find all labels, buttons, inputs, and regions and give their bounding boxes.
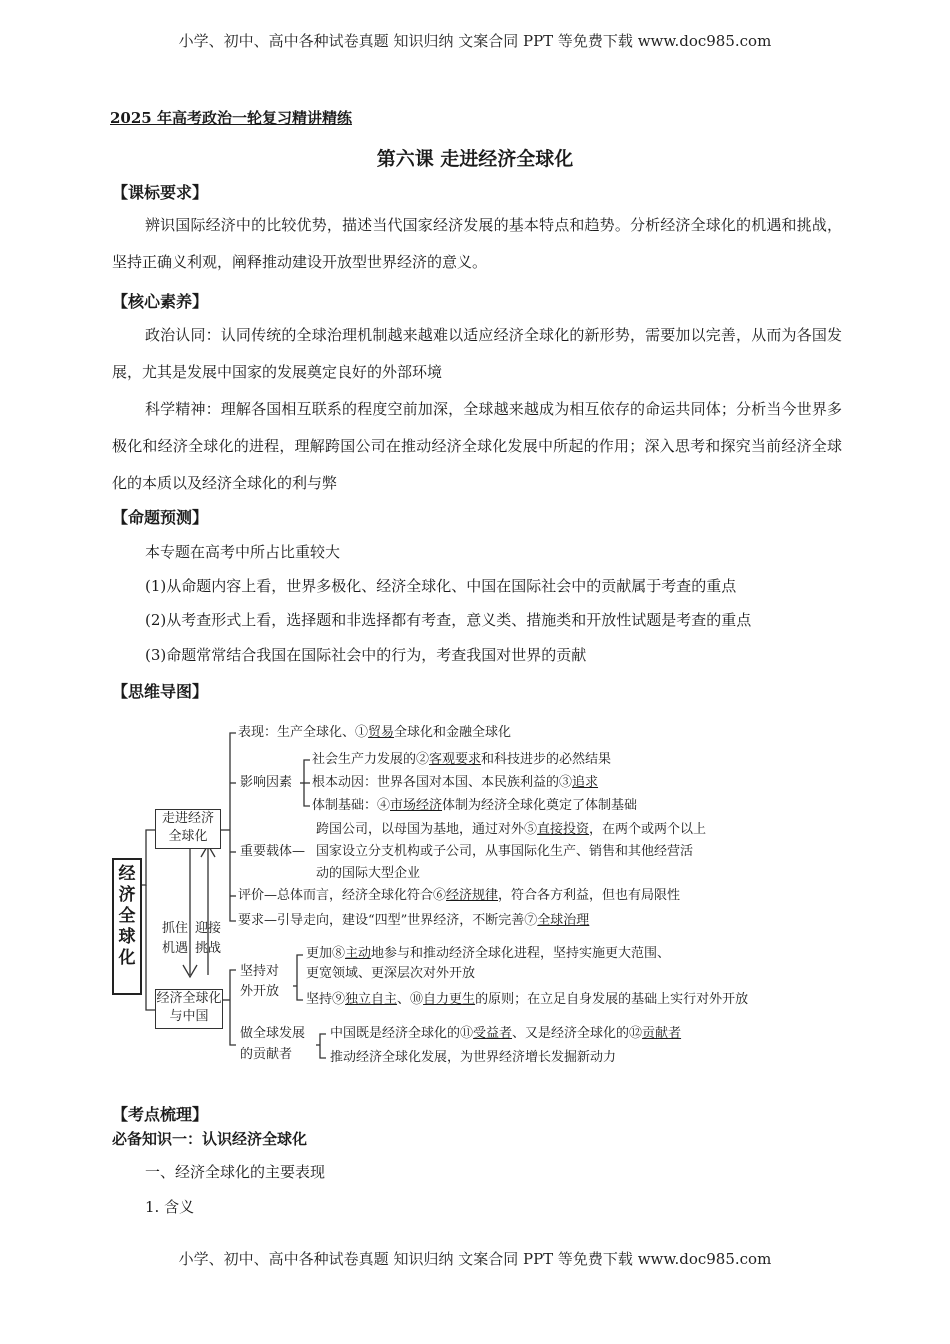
series-title: 2025 年高考政治一轮复习精讲精练 bbox=[110, 109, 352, 127]
prediction-heading: 【命题预测】 bbox=[112, 508, 209, 527]
points-subheading: 必备知识一：认识经济全球化 bbox=[112, 1130, 308, 1148]
prediction-line: (1)从命题内容上看，世界多极化、经济全球化、中国在国际社会中的贡献属于考查的重点 bbox=[145, 577, 737, 595]
page-footer: 小学、初中、高中各种试卷真题 知识归纳 文案合同 PPT 等免费下载 www.doc985.com bbox=[178, 1250, 772, 1268]
carrier-line: 动的国际大型企业 bbox=[316, 866, 421, 881]
branch-globalization-node: 走进经济全球化 bbox=[155, 809, 221, 849]
prediction-line: (2)从考查形式上看，选择题和非选择都有考查，意义类、措施类和开放性试题是考查的重点 bbox=[145, 611, 752, 629]
literacy-para-1: 政治认同：认同传统的全球治理机制越来越难以适应经济全球化的新形势，需要加以完善，从而为各国发展，尤其是发展中国家的发展奠定良好的外部环境 bbox=[112, 326, 842, 381]
open-item: 更加⑧主动地参与和推动经济全球化进程，坚持实施更大范围、 bbox=[306, 946, 671, 961]
prediction-line: 本专题在高考中所占比重较大 bbox=[145, 543, 341, 561]
points-heading: 【考点梳理】 bbox=[112, 1105, 209, 1124]
performance-node: 表现：生产全球化、①贸易全球化和金融全球化 bbox=[238, 725, 512, 740]
mindmap-heading: 【思维导图】 bbox=[112, 682, 209, 701]
points-item: 1. 含义 bbox=[145, 1198, 195, 1216]
opportunity-label: 抓住机遇 bbox=[162, 921, 189, 956]
points-item: 一、经济全球化的主要表现 bbox=[145, 1163, 326, 1181]
standards-text: 辨识国际经济中的比较优势，描述当代国家经济发展的基本特点和趋势。分析经济全球化的机遇和挑战，坚持正确义利观，阐释推动建设开放型世界经济的意义。 bbox=[112, 216, 842, 271]
carrier-label: 重要载体— bbox=[240, 844, 306, 859]
open-item: 坚持⑨独立自主、⑩自力更生的原则；在立足自身发展的基础上实行对外开放 bbox=[306, 992, 749, 1007]
requirement-node: 要求—引导走向，建设“四型”世界经济，不断完善⑦全球治理 bbox=[238, 913, 590, 928]
factor-item: 体制基础：④市场经济体制为经济全球化奠定了体制基础 bbox=[312, 798, 638, 813]
lesson-title: 第六课 走进经济全球化 bbox=[376, 148, 574, 170]
literacy-para-2: 科学精神：理解各国相互联系的程度空前加深，全球越来越成为相互依存的命运共同体；分析当今世界多极化和经济全球化的进程，理解跨国公司在推动经济全球化发展中所起的作用；深入思考和探究当前经济全球化的本质以及经济全球化的利与弊 bbox=[112, 400, 842, 492]
standards-heading: 【课标要求】 bbox=[112, 183, 209, 202]
evaluation-node: 评价—总体而言，经济全球化符合⑥经济规律，符合各方利益，但也有局限性 bbox=[238, 888, 681, 903]
carrier-line: 国家设立分支机构或子公司，从事国际化生产、销售和其他经营活 bbox=[316, 844, 694, 859]
branch-china-node: 经济全球化与中国 bbox=[155, 989, 223, 1029]
carrier-line: 跨国公司，以母国为基地，通过对外⑤直接投资，在两个或两个以上 bbox=[316, 822, 707, 837]
literacy-heading: 【核心素养】 bbox=[112, 292, 209, 311]
page-header: 小学、初中、高中各种试卷真题 知识归纳 文案合同 PPT 等免费下载 www.doc985.com bbox=[178, 32, 772, 50]
prediction-line: (3)命题常常结合我国在国际社会中的行为，考查我国对世界的贡献 bbox=[145, 646, 587, 664]
contrib-item: 中国既是经济全球化的⑪受益者、又是经济全球化的⑫贡献者 bbox=[330, 1026, 682, 1041]
contrib-item: 推动经济全球化发展，为世界经济增长发掘新动力 bbox=[330, 1050, 617, 1065]
factor-item: 根本动因：世界各国对本国、本民族利益的③追求 bbox=[312, 775, 599, 790]
root-node: 经济全球化 bbox=[112, 858, 142, 995]
contrib-label: 的贡献者 bbox=[240, 1047, 293, 1062]
open-item: 更宽领域、更深层次对外开放 bbox=[306, 966, 476, 981]
factor-item: 社会生产力发展的②客观要求和科技进步的必然结果 bbox=[312, 752, 612, 767]
open-label: 坚持对外开放 bbox=[240, 964, 280, 999]
contrib-label: 做全球发展 bbox=[240, 1026, 306, 1041]
factors-label: 影响因素 bbox=[240, 775, 293, 790]
challenge-label: 迎接挑战 bbox=[195, 921, 222, 956]
